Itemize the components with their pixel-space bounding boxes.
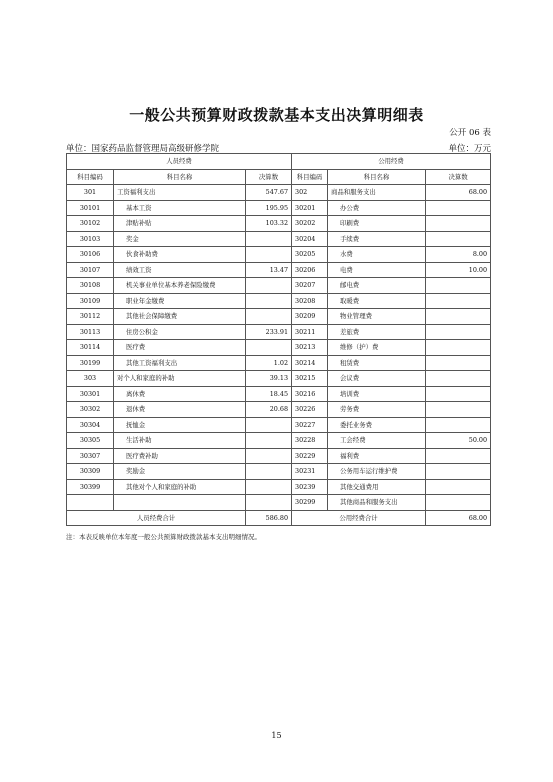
row-amount-right bbox=[426, 216, 491, 232]
row-code-right: 30216 bbox=[292, 386, 328, 402]
row-name-left: 对个人和家庭的补助 bbox=[114, 371, 246, 387]
row-code-right: 30228 bbox=[292, 433, 328, 449]
row-amount-left: 39.13 bbox=[246, 371, 292, 387]
header-name-left: 科目名称 bbox=[114, 169, 246, 185]
unit-currency: 单位：万元 bbox=[448, 144, 491, 154]
row-name-left: 抚恤金 bbox=[114, 417, 246, 433]
table-note: 注：本表反映单位本年度一般公共预算财政拨款基本支出明细情况。 bbox=[66, 533, 261, 541]
row-code-left: 30305 bbox=[67, 433, 114, 449]
row-code-left: 30102 bbox=[67, 216, 114, 232]
row-code-left: 30304 bbox=[67, 417, 114, 433]
row-name-right: 租赁费 bbox=[328, 355, 426, 371]
row-code-right: 30208 bbox=[292, 293, 328, 309]
expenditure-table bbox=[66, 153, 491, 526]
row-name-right: 维修（护）费 bbox=[328, 340, 426, 356]
row-amount-left bbox=[246, 433, 292, 449]
row-code-left bbox=[67, 495, 114, 511]
row-amount-right bbox=[426, 324, 491, 340]
row-name-right: 会议费 bbox=[328, 371, 426, 387]
row-code-left: 30107 bbox=[67, 262, 114, 278]
row-code-left: 30114 bbox=[67, 340, 114, 356]
row-amount-right bbox=[426, 231, 491, 247]
row-code-left: 30399 bbox=[67, 479, 114, 495]
row-code-right: 30213 bbox=[292, 340, 328, 356]
row-amount-right bbox=[426, 417, 491, 433]
row-name-right: 取暖费 bbox=[328, 293, 426, 309]
row-amount-right bbox=[426, 448, 491, 464]
row-name-right: 其他交通费用 bbox=[328, 479, 426, 495]
row-name-right: 培训费 bbox=[328, 386, 426, 402]
row-code-right: 30206 bbox=[292, 262, 328, 278]
row-name-left: 伙食补助费 bbox=[114, 247, 246, 263]
row-name-left: 职业年金缴费 bbox=[114, 293, 246, 309]
totals-row bbox=[67, 510, 491, 526]
table-row bbox=[67, 386, 491, 402]
row-name-right: 办公费 bbox=[328, 200, 426, 216]
table-row bbox=[67, 293, 491, 309]
row-name-right: 手续费 bbox=[328, 231, 426, 247]
row-name-left: 基本工资 bbox=[114, 200, 246, 216]
row-name-left: 津贴补贴 bbox=[114, 216, 246, 232]
page-number: 15 bbox=[271, 731, 282, 740]
row-amount-left bbox=[246, 479, 292, 495]
row-name-left: 绩效工资 bbox=[114, 262, 246, 278]
row-name-right: 电费 bbox=[328, 262, 426, 278]
row-code-right: 30227 bbox=[292, 417, 328, 433]
row-amount-left: 233.91 bbox=[246, 324, 292, 340]
row-amount-right bbox=[426, 278, 491, 294]
row-code-right: 30205 bbox=[292, 247, 328, 263]
row-code-right: 30211 bbox=[292, 324, 328, 340]
row-amount-right bbox=[426, 371, 491, 387]
section-header-row bbox=[67, 154, 491, 170]
row-amount-left bbox=[246, 417, 292, 433]
row-name-left: 医疗费 bbox=[114, 340, 246, 356]
row-amount-left bbox=[246, 464, 292, 480]
row-amount-left bbox=[246, 495, 292, 511]
row-amount-left bbox=[246, 231, 292, 247]
table-row bbox=[67, 185, 491, 201]
row-amount-left bbox=[246, 293, 292, 309]
unit-organization: 单位：国家药品监督管理局高级研修学院 bbox=[66, 144, 220, 154]
row-amount-left: 1.02 bbox=[246, 355, 292, 371]
row-code-left: 30302 bbox=[67, 402, 114, 418]
row-amount-left: 195.95 bbox=[246, 200, 292, 216]
row-name-right: 劳务费 bbox=[328, 402, 426, 418]
row-name-left: 其他社会保障缴费 bbox=[114, 309, 246, 325]
header-code-right: 科目编码 bbox=[292, 169, 328, 185]
table-row bbox=[67, 262, 491, 278]
row-amount-right bbox=[426, 293, 491, 309]
row-name-right: 邮电费 bbox=[328, 278, 426, 294]
row-code-left: 30103 bbox=[67, 231, 114, 247]
row-amount-right bbox=[426, 386, 491, 402]
row-code-left: 30307 bbox=[67, 448, 114, 464]
table-row bbox=[67, 309, 491, 325]
row-name-left: 医疗费补助 bbox=[114, 448, 246, 464]
row-code-right: 30229 bbox=[292, 448, 328, 464]
column-header-row bbox=[67, 169, 491, 185]
header-name-right: 科目名称 bbox=[328, 169, 426, 185]
row-amount-right bbox=[426, 464, 491, 480]
row-code-left: 30106 bbox=[67, 247, 114, 263]
header-amount-left: 决算数 bbox=[246, 169, 292, 185]
row-amount-left: 20.68 bbox=[246, 402, 292, 418]
row-name-right: 委托业务费 bbox=[328, 417, 426, 433]
table-row bbox=[67, 340, 491, 356]
row-amount-left: 103.32 bbox=[246, 216, 292, 232]
form-number: 公开 06 表 bbox=[449, 128, 491, 138]
row-name-left: 住房公积金 bbox=[114, 324, 246, 340]
page-title: 一般公共预算财政拨款基本支出决算明细表 bbox=[129, 106, 424, 124]
row-code-left: 301 bbox=[67, 185, 114, 201]
table-row bbox=[67, 495, 491, 511]
row-name-left: 奖金 bbox=[114, 231, 246, 247]
section-personnel: 人员经费 bbox=[67, 154, 292, 170]
row-name-left: 其他工资福利支出 bbox=[114, 355, 246, 371]
row-amount-left bbox=[246, 247, 292, 263]
row-name-right: 物业管理费 bbox=[328, 309, 426, 325]
section-public: 公用经费 bbox=[292, 154, 491, 170]
row-amount-left bbox=[246, 309, 292, 325]
row-code-left: 30101 bbox=[67, 200, 114, 216]
row-name-left: 生活补助 bbox=[114, 433, 246, 449]
personnel-total-value: 586.80 bbox=[246, 510, 292, 526]
row-name-left: 工资福利支出 bbox=[114, 185, 246, 201]
row-amount-left bbox=[246, 278, 292, 294]
table-row bbox=[67, 247, 491, 263]
row-code-right: 30207 bbox=[292, 278, 328, 294]
table-row bbox=[67, 448, 491, 464]
row-amount-left bbox=[246, 340, 292, 356]
table-row bbox=[67, 278, 491, 294]
row-amount-right bbox=[426, 355, 491, 371]
row-name-left: 其他对个人和家庭的补助 bbox=[114, 479, 246, 495]
row-amount-right bbox=[426, 495, 491, 511]
row-code-left: 30109 bbox=[67, 293, 114, 309]
row-code-right: 30239 bbox=[292, 479, 328, 495]
row-amount-left: 547.67 bbox=[246, 185, 292, 201]
row-name-right: 福利费 bbox=[328, 448, 426, 464]
row-code-right: 30209 bbox=[292, 309, 328, 325]
row-amount-left: 13.47 bbox=[246, 262, 292, 278]
row-name-right: 商品和服务支出 bbox=[328, 185, 426, 201]
row-code-right: 30201 bbox=[292, 200, 328, 216]
table-row bbox=[67, 417, 491, 433]
row-amount-right: 68.00 bbox=[426, 185, 491, 201]
row-name-right: 印刷费 bbox=[328, 216, 426, 232]
table-row bbox=[67, 479, 491, 495]
row-code-left: 303 bbox=[67, 371, 114, 387]
header-amount-right: 决算数 bbox=[426, 169, 491, 185]
table-row bbox=[67, 324, 491, 340]
row-code-right: 30204 bbox=[292, 231, 328, 247]
row-name-left: 退休费 bbox=[114, 402, 246, 418]
row-amount-right bbox=[426, 309, 491, 325]
table-row bbox=[67, 216, 491, 232]
row-amount-right bbox=[426, 479, 491, 495]
row-amount-right: 10.00 bbox=[426, 262, 491, 278]
row-code-left: 30309 bbox=[67, 464, 114, 480]
table-row bbox=[67, 402, 491, 418]
row-name-right: 工会经费 bbox=[328, 433, 426, 449]
table-row bbox=[67, 231, 491, 247]
row-amount-right bbox=[426, 402, 491, 418]
table-row bbox=[67, 433, 491, 449]
table-row bbox=[67, 355, 491, 371]
table-row bbox=[67, 464, 491, 480]
row-code-right: 30214 bbox=[292, 355, 328, 371]
row-name-right: 其他商品和服务支出 bbox=[328, 495, 426, 511]
row-code-right: 30215 bbox=[292, 371, 328, 387]
row-amount-right: 50.00 bbox=[426, 433, 491, 449]
public-total-label: 公用经费合计 bbox=[292, 510, 426, 526]
row-name-right: 公务用车运行维护费 bbox=[328, 464, 426, 480]
row-code-left: 30112 bbox=[67, 309, 114, 325]
row-amount-left: 18.45 bbox=[246, 386, 292, 402]
row-code-right: 302 bbox=[292, 185, 328, 201]
row-code-left: 30199 bbox=[67, 355, 114, 371]
row-code-right: 30299 bbox=[292, 495, 328, 511]
row-amount-right bbox=[426, 340, 491, 356]
row-name-right: 水费 bbox=[328, 247, 426, 263]
personnel-total-label: 人员经费合计 bbox=[67, 510, 246, 526]
header-code-left: 科目编码 bbox=[67, 169, 114, 185]
row-amount-right: 8.00 bbox=[426, 247, 491, 263]
row-code-left: 30113 bbox=[67, 324, 114, 340]
table-row bbox=[67, 200, 491, 216]
row-name-right: 差旅费 bbox=[328, 324, 426, 340]
row-name-left: 离休费 bbox=[114, 386, 246, 402]
row-name-left: 机关事业单位基本养老保险缴费 bbox=[114, 278, 246, 294]
row-code-left: 30301 bbox=[67, 386, 114, 402]
row-code-right: 30231 bbox=[292, 464, 328, 480]
row-amount-left bbox=[246, 448, 292, 464]
row-name-left bbox=[114, 495, 246, 511]
row-code-left: 30108 bbox=[67, 278, 114, 294]
row-name-left: 奖励金 bbox=[114, 464, 246, 480]
public-total-value: 68.00 bbox=[426, 510, 491, 526]
row-code-right: 30202 bbox=[292, 216, 328, 232]
row-amount-right bbox=[426, 200, 491, 216]
row-code-right: 30226 bbox=[292, 402, 328, 418]
table-row bbox=[67, 371, 491, 387]
